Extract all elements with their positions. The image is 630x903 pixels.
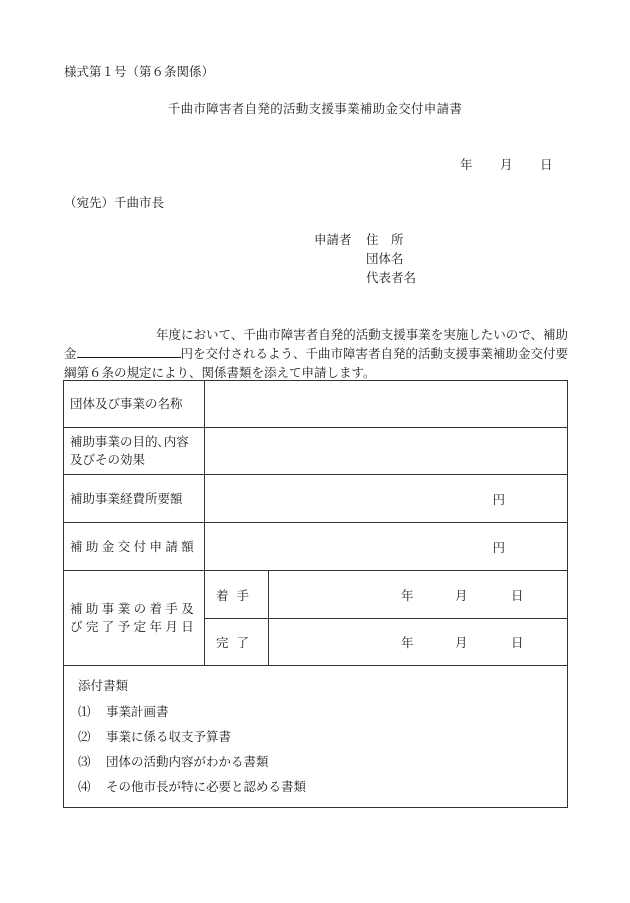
document-title: 千曲市障害者自発的活動支援事業補助金交付申請書 bbox=[167, 101, 463, 116]
application-form-table bbox=[63, 380, 568, 808]
applicant-group-name-label: 団体名 bbox=[366, 251, 404, 266]
application-statement bbox=[64, 325, 569, 382]
project-name-field[interactable] bbox=[205, 381, 568, 428]
form-number: 様式第１号（第６条関係） bbox=[64, 64, 215, 79]
start-date-field[interactable] bbox=[269, 571, 568, 619]
attachment-number: ⑷ bbox=[78, 779, 91, 794]
end-month-label: 月 bbox=[455, 635, 468, 650]
end-year-label: 年 bbox=[401, 635, 414, 650]
required-expense-label: 補助事業経費所要額 bbox=[64, 475, 205, 523]
project-name-label: 団体及び事業の名称 bbox=[64, 381, 205, 428]
start-year-label: 年 bbox=[401, 587, 414, 603]
attachment-text: 団体の活動内容がわかる書類 bbox=[106, 754, 269, 769]
table-row bbox=[64, 523, 568, 571]
amount-blank-line[interactable] bbox=[77, 345, 181, 358]
attachments-section bbox=[64, 666, 568, 808]
attachment-item bbox=[78, 780, 555, 794]
purpose-field[interactable] bbox=[205, 428, 568, 475]
end-date-field[interactable] bbox=[269, 619, 568, 666]
purpose-label: 補助事業の目的､内容及びその効果 bbox=[64, 428, 205, 475]
applicant-representative-label: 代表者名 bbox=[366, 270, 417, 285]
date-year-label: 年 bbox=[460, 157, 473, 172]
start-day-label: 日 bbox=[511, 587, 524, 603]
table-row bbox=[64, 475, 568, 523]
attachment-number: ⑵ bbox=[78, 729, 91, 744]
end-day-label: 日 bbox=[511, 635, 524, 650]
applicant-address-label: 住 所 bbox=[366, 232, 404, 247]
addressee: （宛先）千曲市長 bbox=[64, 195, 165, 210]
attachment-item bbox=[78, 730, 555, 744]
required-expense-field[interactable]: 円 bbox=[205, 475, 568, 523]
table-row bbox=[64, 428, 568, 475]
attachment-item bbox=[78, 705, 555, 719]
applicant-label: 申請者 bbox=[314, 232, 352, 247]
start-label: 着手 bbox=[205, 571, 269, 619]
end-label: 完了 bbox=[205, 619, 269, 666]
date-line bbox=[460, 159, 553, 172]
date-day-label: 日 bbox=[540, 157, 553, 172]
schedule-label: 補助事業の着手及び完了予定年月日 bbox=[64, 571, 205, 666]
statement-part-2: 円を交付されるよう、千曲市障害者自発的活動支援事業補助金交付要綱第６条の規定により、関係書類を添えて申請します。 bbox=[64, 346, 569, 380]
start-month-label: 月 bbox=[455, 587, 468, 603]
attachment-number: ⑴ bbox=[78, 704, 91, 719]
attachment-text: その他市長が特に必要と認める書類 bbox=[106, 779, 307, 794]
requested-amount-label: 補助金交付申請額 bbox=[64, 523, 205, 571]
table-row bbox=[64, 571, 568, 619]
attachment-number: ⑶ bbox=[78, 754, 91, 769]
table-row bbox=[64, 381, 568, 428]
attachments-heading: 添付書類 bbox=[78, 678, 129, 693]
table-row bbox=[64, 666, 568, 808]
requested-amount-field[interactable]: 円 bbox=[205, 523, 568, 571]
attachment-item bbox=[78, 755, 555, 769]
attachment-text: 事業に係る収支予算書 bbox=[106, 729, 232, 744]
date-month-label: 月 bbox=[500, 157, 513, 172]
attachment-text: 事業計画書 bbox=[106, 704, 169, 719]
statement-part-1: 年度において、千曲市障害者自発的活動支援事業を実施したいので、補助金 bbox=[64, 327, 569, 361]
